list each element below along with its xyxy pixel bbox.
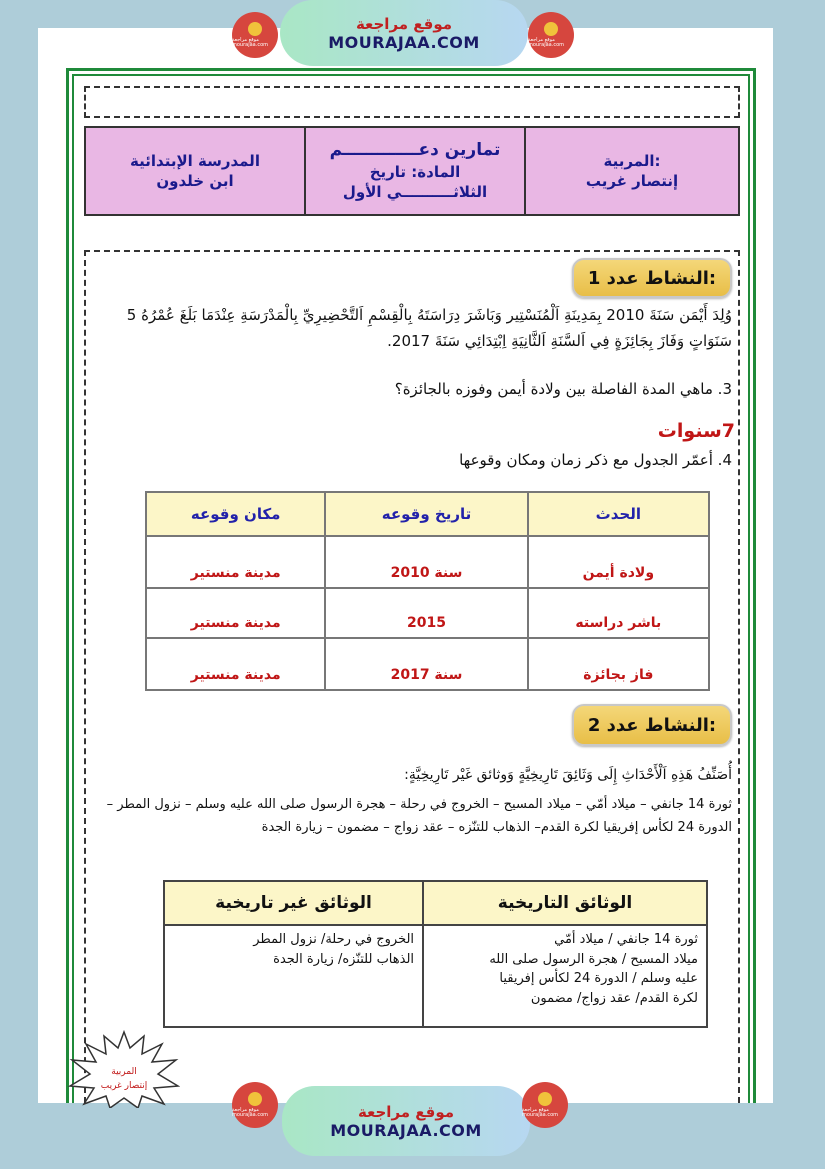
activity2-instruction: أُصَنِّفُ هَذِهِ اَلْأَحْدَاثِ إِلَى وَثَائِقَ تَارِيخِيَّةٍ وَوثائق غَيْر تَارِيخِيَّةٍ: xyxy=(404,767,732,783)
table2-historical-cell: ثورة 14 جانفي / ميلاد أمّي ميلاد المسيح / هجرة الرسول صلى الله عليه وسلم / الدورة 24 لكأس إفريقيا لكرة القدم/ عقد زواج/ مضمون xyxy=(423,925,707,1027)
table-row xyxy=(164,925,707,1027)
site-name-en: MOURAJAA.COM xyxy=(328,32,480,52)
table1-header-place: مكان وقوعه xyxy=(146,492,325,536)
table1-header-event: الحدث xyxy=(528,492,709,536)
table2-header-non-historical: الوثائق غير تاريخية xyxy=(164,881,423,925)
site-name-ar: موقع مراجعة xyxy=(355,14,453,33)
activity1-question3: 3. ماهي المدة الفاصلة بين ولادة أيمن وفوزه بالجائزة؟ xyxy=(394,380,732,398)
header-school-cell: المدرسة الإبتدائية ابن خلدون xyxy=(130,151,260,190)
table-row: باشر دراسته 2015 مدينة منستير xyxy=(146,588,709,638)
table-row: فاز بجائزة سنة 2017 مدينة منستير xyxy=(146,638,709,690)
header-dashed-strip xyxy=(84,86,740,118)
stamp-line2: إنتصار غريب xyxy=(100,1081,148,1091)
activity1-paragraph: وُلِدَ أَيْمَن سَنَةَ 2010 بِمَدِينَةِ اَلْمُنَسْتِير وَبَاشَرَ دِرَاسَتَهُ بِالْقِسْمِ اَلتَّحْضِيرِيِّ بِالْمَدْرَسَةِ عِنْدَمَا بَلَغَ عُمْرُهُ 5 سَنَوَاتٍ وَفَازَ بِجَائِزَةٍ فِي اَلسَّنَةِ اَلثَّانِيَةِ اِبْتِدَائِي سَنَةَ 2017. xyxy=(126,306,732,351)
table1-header-date: تاريخ وقوعه xyxy=(325,492,527,536)
site-name-ar-bottom: موقع مراجعة xyxy=(357,1102,455,1121)
site-banner-top[interactable] xyxy=(280,0,528,66)
header-title-cell: تمارين دعـــــــــــــم المادة: تاريخ الثلاثــــــــــي الأول xyxy=(304,128,524,214)
stamp-line1: المربية xyxy=(111,1067,137,1077)
site-logo-left-bottom[interactable]: موقع مراجعة mourajaa.com xyxy=(232,1082,278,1128)
activity2-badge: النشاط عدد 2: xyxy=(572,704,732,746)
site-logo-right-top[interactable]: موقع مراجعة mourajaa.com xyxy=(528,12,574,58)
activity1-badge: النشاط عدد 1: xyxy=(572,258,732,298)
header-teacher-cell: المربية: إنتصار غريب xyxy=(524,128,738,214)
activity1-table xyxy=(145,491,710,691)
header-table xyxy=(84,126,740,216)
activity1-question4: 4. أعمّر الجدول مع ذكر زمان ومكان وقوعها xyxy=(459,451,732,469)
site-banner-bottom[interactable] xyxy=(282,1086,530,1156)
activity2-table xyxy=(163,880,708,1028)
teacher-stamp-icon xyxy=(68,1030,180,1108)
site-name-en-bottom: MOURAJAA.COM xyxy=(330,1120,482,1140)
activity2-items: ثورة 14 جانفي – ميلاد أمّي – ميلاد المسيح – الخروج في رحلة – هجرة الرسول صلى الله عليه وسلم – نزول المطر – الدورة 24 لكأس إفريقيا لكرة القدم– الذهاب للتنّزه – عقد زواج – مضمون – زيارة الجدة xyxy=(106,797,732,836)
table-row: ولادة أيمن سنة 2010 مدينة منستير xyxy=(146,536,709,588)
table2-non-historical-cell: الخروج في رحلة/ نزول المطر الذهاب للتنّزه/ زيارة الجدة xyxy=(164,925,423,1027)
activity1-answer: 7سنوات xyxy=(657,420,735,442)
table2-header-historical: الوثائق التاريخية xyxy=(423,881,707,925)
site-logo-left-top[interactable]: موقع مراجعة mourajaa.com xyxy=(232,12,278,58)
site-logo-right-bottom[interactable]: موقع مراجعة mourajaa.com xyxy=(522,1082,568,1128)
